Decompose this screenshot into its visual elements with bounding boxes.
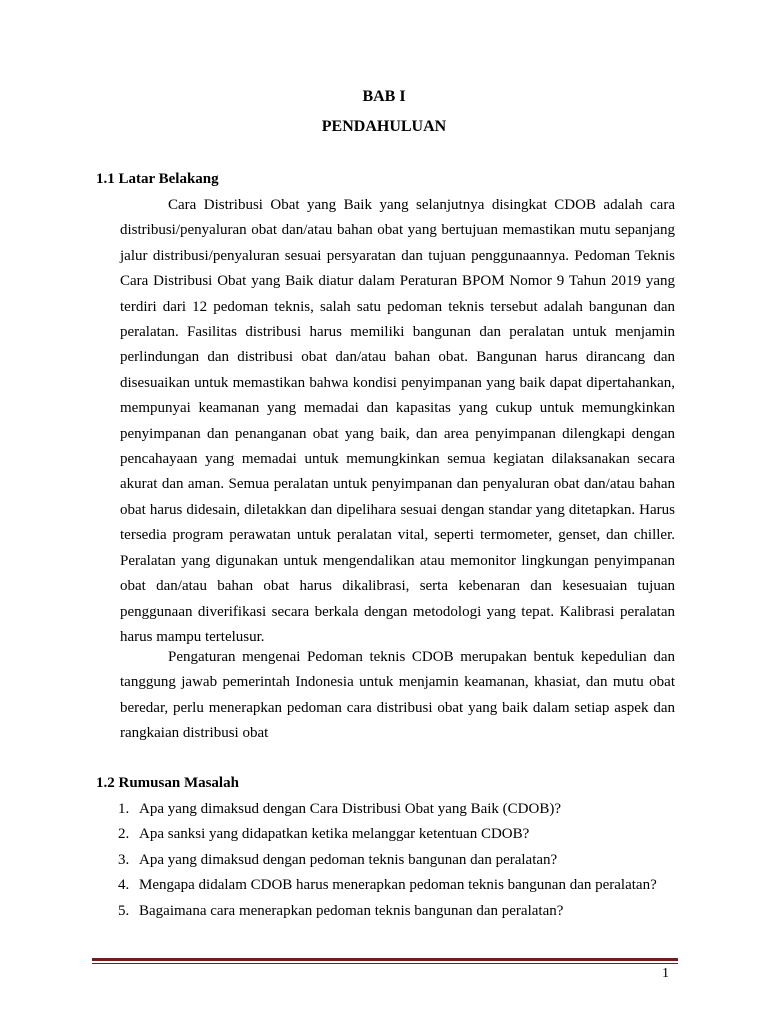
list-text: Apa yang dimaksud dengan pedoman teknis bangunan dan peralatan?: [139, 851, 558, 868]
chapter-label: BAB I: [362, 88, 406, 105]
page-number: 1: [662, 966, 669, 981]
question-list: [118, 797, 688, 924]
list-number: 5.: [118, 902, 130, 919]
list-text: Mengapa didalam CDOB harus menerapkan pedoman teknis bangunan dan peralatan?: [139, 877, 657, 894]
list-text: Apa sanksi yang didapatkan ketika melanggar ketentuan CDOB?: [139, 826, 530, 843]
list-item: [118, 797, 688, 822]
list-text: Bagaimana cara menerapkan pedoman teknis bangunan dan peralatan?: [139, 902, 564, 919]
list-number: 2.: [118, 826, 130, 843]
list-item: [118, 873, 688, 898]
list-item: [118, 848, 688, 873]
list-number: 1.: [118, 801, 130, 817]
list-text: Apa yang dimaksud dengan Cara Distribusi Obat yang Baik (CDOB)?: [139, 801, 561, 817]
footer-rule-thick: [92, 958, 678, 961]
list-number: 3.: [118, 851, 130, 868]
section-body-latar-belakang: [120, 193, 675, 650]
paragraph: Pengaturan mengenai Pedoman teknis CDOB merupakan bentuk kepedulian dan tanggung jawab pemerintah Indonesia untuk menjamin keamanan, khasiat, dan mutu obat beredar, perlu menerapkan pedoman cara distribusi obat yang baik dalam setiap aspek dan rangkaian distribusi obat: [120, 649, 675, 742]
list-number: 4.: [118, 877, 130, 894]
footer-rule-thin: [92, 963, 678, 964]
paragraph: Cara Distribusi Obat yang Baik yang selanjutnya disingkat CDOB adalah cara distribusi/penyaluran obat dan/atau bahan obat yang bertujuan memastikan mutu sepanjang jalur distribusi/penyaluran sesuai persyaratan dan tujuan penggunaannya. Pedoman Teknis Cara Distribusi Obat yang Baik diatur dalam Peraturan BPOM Nomor 9 Tahun 2019 yang terdiri dari 12 pedoman teknis, salah satu pedoman teknis tersebut adalah bangunan dan peralatan. Fasilitas distribusi harus memiliki bangunan dan peralatan untuk menjamin perlindungan dan distribusi obat dan/atau bahan obat. Bangunan harus dirancang dan disesuaikan untuk memastikan bahwa kondisi penyimpanan yang baik dapat dipertahankan, mempunyai keamanan yang memadai dan kapasitas yang cukup untuk memungkinkan penyimpanan dan penanganan obat yang baik, dan area penyimpanan dilengkapi dengan pencahayaan yang memadai untuk memungkinkan semua kegiatan dilaksanakan secara akurat dan aman. Semua peralatan untuk penyimpanan dan penyaluran obat dan/atau bahan obat harus didesain, diletakkan dan dipelihara sesuai dengan standar yang ditetapkan. Harus tersedia program perawatan untuk peralatan vital, seperti termometer, genset, dan chiller. Peralatan yang digunakan untuk mengendalikan atau memonitor lingkungan penyimpanan obat dan/atau bahan obat harus dikalibrasi, serta kebenaran dan kesesuaian tujuan penggunaan diverifikasi secara berkala dengan metodologi yang tepat. Kalibrasi peralatan harus mampu tertelusur.: [120, 197, 675, 645]
section-heading-latar-belakang: 1.1 Latar Belakang: [96, 171, 219, 187]
section-body-latar-belakang-2: [120, 645, 675, 747]
chapter-title: PENDAHULUAN: [321, 118, 447, 135]
list-item: [118, 822, 688, 847]
list-item: [118, 899, 688, 924]
section-heading-rumusan-masalah: 1.2 Rumusan Masalah: [96, 775, 239, 791]
